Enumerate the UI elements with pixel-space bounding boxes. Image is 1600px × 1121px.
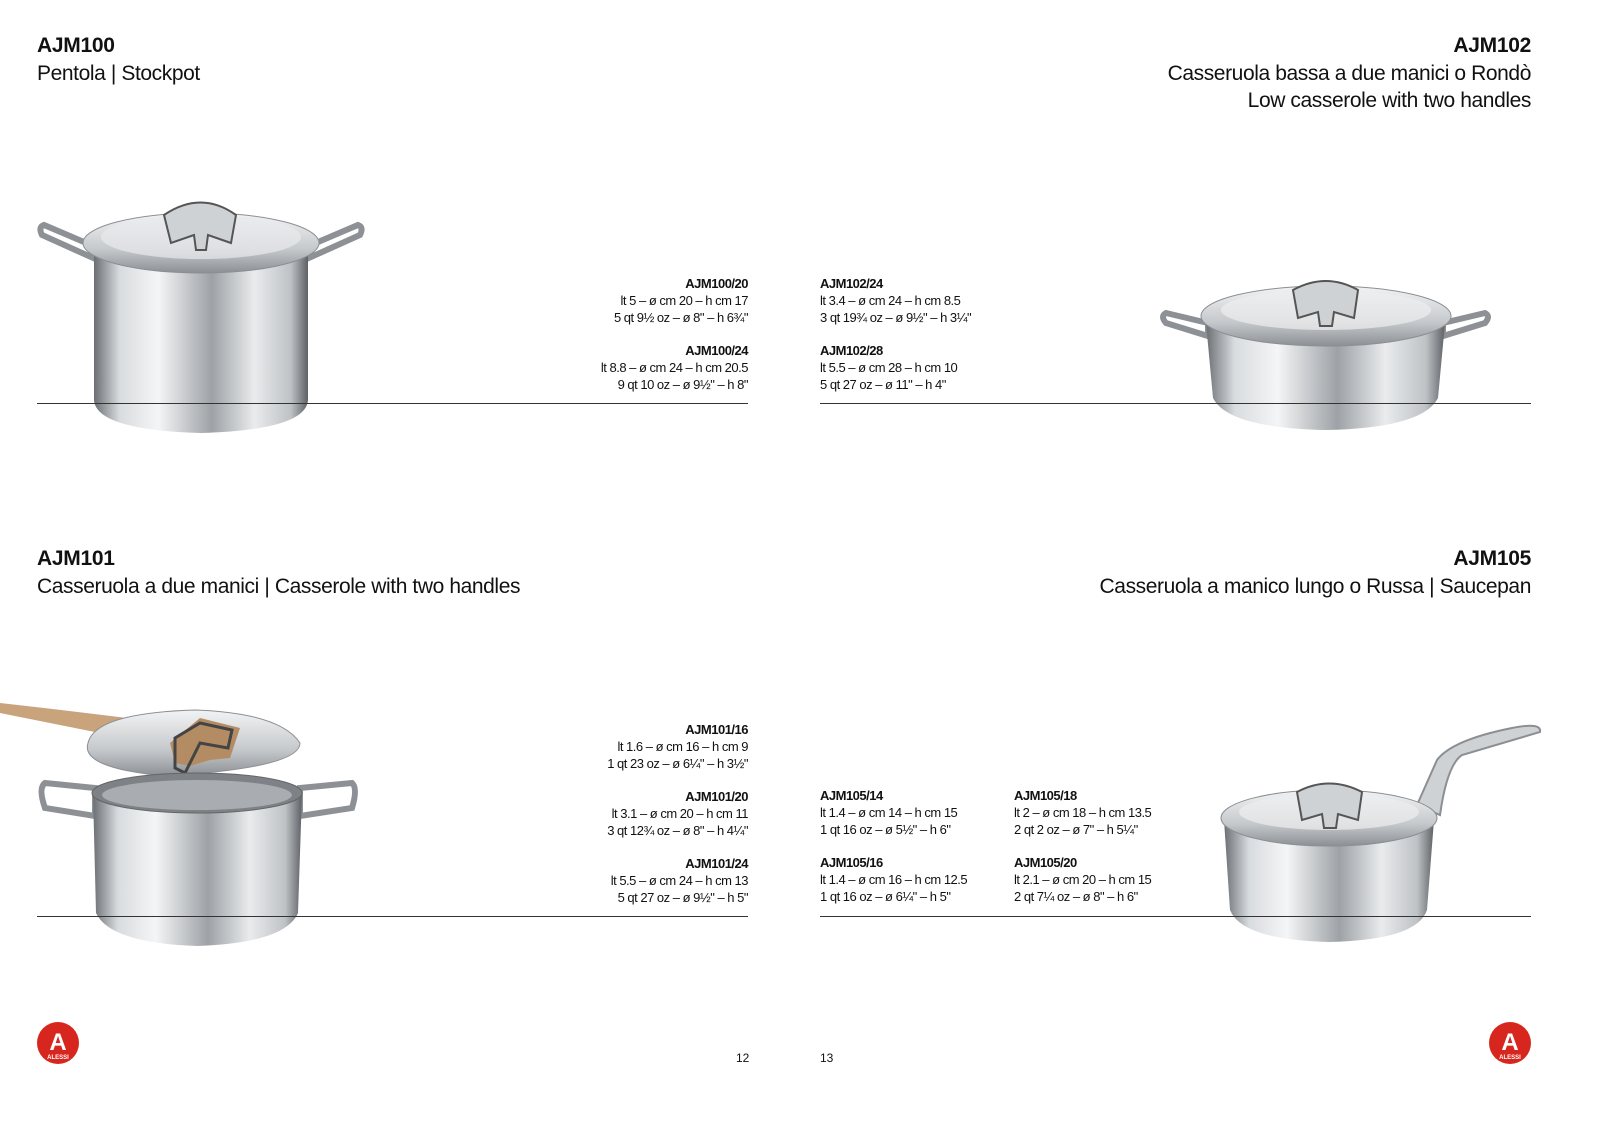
variant-imperial: 1 qt 16 oz – ø 6¼" – h 5" [820,889,951,904]
baseline-rule [37,403,748,404]
spec-item [1014,854,1204,905]
product-code: AJM105 [1453,547,1531,570]
spec-item [540,855,748,906]
stockpot-image [36,185,366,440]
variant-code: AJM105/20 [1014,855,1077,870]
variant-metric: lt 3.1 – ø cm 20 – h cm 11 [611,806,748,821]
product-code: AJM102 [1453,34,1531,57]
product-title [1000,60,1531,114]
variant-imperial: 9 qt 10 oz – ø 9½" – h 8" [617,377,748,392]
variant-metric: lt 5 – ø cm 20 – h cm 17 [620,293,748,308]
variant-imperial: 1 qt 16 oz – ø 5½" – h 6" [820,822,951,837]
variant-metric: lt 1.4 – ø cm 16 – h cm 12.5 [820,872,968,887]
variant-code: AJM100/24 [685,343,748,358]
spec-list [540,275,748,409]
product-title: Pentola | Stockpot [37,62,200,85]
variant-metric: lt 5.5 – ø cm 28 – h cm 10 [820,360,958,375]
variant-code: AJM101/24 [685,856,748,871]
variant-code: AJM105/18 [1014,788,1077,803]
variant-code: AJM102/28 [820,343,883,358]
page-number-left: 12 [736,1051,750,1065]
logo-letter: A [49,1029,67,1056]
product-title: Casseruola a due manici | Casserole with two handles [37,575,521,598]
product-title-line: Casseruola bassa a due manici o Rondò [1167,62,1531,85]
variant-imperial: 1 qt 23 oz – ø 6¼" – h 3½" [607,756,748,771]
spec-list [820,275,1040,409]
variant-metric: lt 3.4 – ø cm 24 – h cm 8.5 [820,293,961,308]
product-code: AJM101 [37,547,115,570]
variant-imperial: 5 qt 27 oz – ø 11" – h 4" [820,377,946,392]
alessi-logo [1488,1021,1532,1065]
baseline-rule [820,403,1531,404]
logo-text: ALESSI [47,1055,69,1061]
product-title-line: Low casserole with two handles [1247,89,1531,112]
variant-metric: lt 5.5 – ø cm 24 – h cm 13 [610,873,748,888]
spec-item [1014,787,1204,838]
variant-imperial: 5 qt 9½ oz – ø 8" – h 6¾" [613,310,748,325]
spec-item [540,721,748,772]
variant-code: AJM100/20 [685,276,748,291]
logo-text: ALESSI [1499,1055,1521,1061]
spec-item [540,342,748,393]
casserole-image [0,698,370,953]
spec-list [820,787,1010,921]
logo-letter: A [1501,1029,1519,1056]
product-title: Casseruola a manico lungo o Russa | Saucepan [1099,575,1531,598]
baseline-rule [820,916,1531,917]
product-code: AJM100 [37,34,115,57]
variant-code: AJM105/14 [820,788,883,803]
page-number-right: 13 [820,1051,834,1065]
variant-imperial: 3 qt 12¾ oz – ø 8" – h 4¼" [607,823,748,838]
variant-metric: lt 1.4 – ø cm 14 – h cm 15 [820,805,958,820]
baseline-rule [37,916,748,917]
variant-imperial: 3 qt 19¾ oz – ø 9½" – h 3¼" [820,310,972,325]
spec-item [540,788,748,839]
variant-metric: lt 1.6 – ø cm 16 – h cm 9 [617,739,748,754]
variant-code: AJM101/20 [685,789,748,804]
variant-code: AJM102/24 [820,276,883,291]
variant-code: AJM101/16 [685,722,748,737]
variant-imperial: 2 qt 7¼ oz – ø 8" – h 6" [1014,889,1138,904]
variant-imperial: 2 qt 2 oz – ø 7" – h 5¼" [1014,822,1138,837]
low-casserole-image [1158,268,1493,438]
variant-code: AJM105/16 [820,855,883,870]
spec-item [540,275,748,326]
variant-metric: lt 8.8 – ø cm 24 – h cm 20.5 [600,360,748,375]
spec-item [820,275,1040,326]
variant-metric: lt 2.1 – ø cm 20 – h cm 15 [1014,872,1152,887]
spec-item [820,787,1010,838]
spec-list [540,721,748,922]
spec-item [820,854,1010,905]
variant-metric: lt 2 – ø cm 18 – h cm 13.5 [1014,805,1152,820]
alessi-logo [36,1021,80,1065]
spec-list [1014,787,1204,921]
spec-item [820,342,1040,393]
variant-imperial: 5 qt 27 oz – ø 9½" – h 5" [617,890,748,905]
